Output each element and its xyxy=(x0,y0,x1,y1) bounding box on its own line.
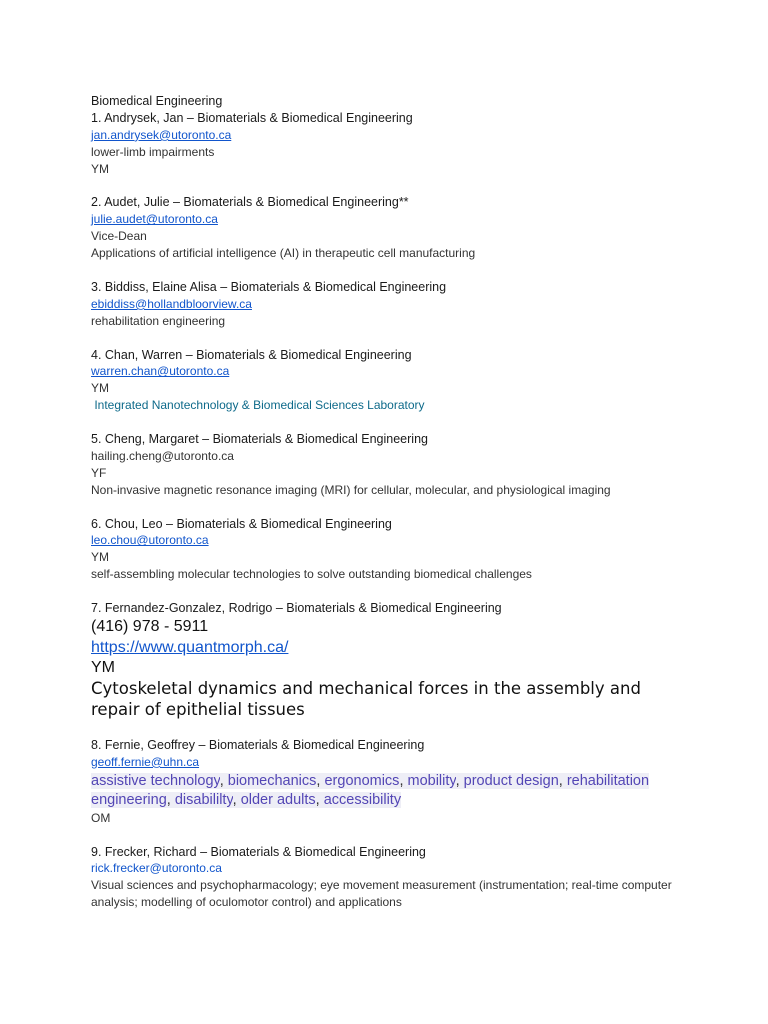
entry-1-research: lower-limb impairments xyxy=(91,144,215,159)
entry-2-email-link[interactable]: julie.audet@utoronto.ca xyxy=(91,212,218,227)
entry-9-email: rick.frecker@utoronto.ca xyxy=(91,861,222,876)
keyword-link[interactable]: rehabilitation engineering xyxy=(91,772,650,808)
keyword-link[interactable]: mobility xyxy=(407,772,456,789)
entry-4-lab-link[interactable]: Integrated Nanotechnology & Biomedical Sciences Laboratory xyxy=(91,398,425,413)
entry-2-research: Applications of artificial intelligence (AI) in therapeutic cell manufacturing xyxy=(91,246,476,261)
entry-5-research: Non-invasive magnetic resonance imaging (MRI) for cellular, molecular, and physiological imaging xyxy=(91,482,611,497)
entry-1-code: YM xyxy=(91,161,109,176)
spacer xyxy=(91,499,691,516)
entry-6-email-link[interactable]: leo.chou@utoronto.ca xyxy=(91,533,209,548)
spacer xyxy=(91,414,691,431)
entry-9-title: 9. Frecker, Richard – Biomaterials & Biomedical Engineering xyxy=(91,844,426,859)
entry-7-research: Cytoskeletal dynamics and mechanical forces in the assembly and repair of epithelial tissues xyxy=(91,679,641,719)
entry-7-phone: (416) 978 - 5911 xyxy=(91,618,209,635)
keyword-link[interactable]: disabililty xyxy=(174,791,233,808)
entry-7-title: 7. Fernandez-Gonzalez, Rodrigo – Biomaterials & Biomedical Engineering xyxy=(91,601,502,616)
entry-7-website-link[interactable]: https://www.quantmorph.ca/ xyxy=(91,639,289,656)
keyword-link[interactable]: accessibility xyxy=(323,791,402,808)
entry-2-role: Vice-Dean xyxy=(91,229,147,244)
section-heading: Biomedical Engineering xyxy=(91,94,223,108)
spacer xyxy=(91,330,691,347)
entry-3-title: 3. Biddiss, Elaine Alisa – Biomaterials & Biomedical Engineering xyxy=(91,279,447,294)
entry-2-title: 2. Audet, Julie – Biomaterials & Biomedical Engineering** xyxy=(91,195,409,210)
entry-8-title: 8. Fernie, Geoffrey – Biomaterials & Biomedical Engineering xyxy=(91,737,425,752)
entry-7-code: YM xyxy=(91,659,115,676)
entry-3-email-link[interactable]: ebiddiss@hollandbloorview.ca xyxy=(91,296,252,311)
entry-6-research: self-assembling molecular technologies to solve outstanding biomedical challenges xyxy=(91,567,532,582)
faculty-list xyxy=(91,93,691,911)
entry-8-keywords: assistive technology, biomechanics, ergonomics, mobility, product design, rehabilitation engineering, disabililty, older adults, accessibility xyxy=(91,772,650,808)
entry-4-title: 4. Chan, Warren – Biomaterials & Biomedical Engineering xyxy=(91,347,412,362)
entry-1-email-link[interactable]: jan.andrysek@utoronto.ca xyxy=(91,127,232,142)
spacer xyxy=(91,720,691,737)
keyword-link[interactable]: product design xyxy=(463,772,559,789)
entry-4-code: YM xyxy=(91,381,109,396)
entry-9-research: Visual sciences and psychopharmacology; eye movement measurement (instrumentation; real-time computer analysis; modelling of oculomotor control) and applications xyxy=(91,878,672,910)
keyword-link[interactable]: older adults xyxy=(240,791,316,808)
entry-5-email: hailing.cheng@utoronto.ca xyxy=(91,448,234,463)
spacer xyxy=(91,178,691,195)
entry-5-code: YF xyxy=(91,465,107,480)
entry-6-title: 6. Chou, Leo – Biomaterials & Biomedical Engineering xyxy=(91,516,392,531)
entry-5-title: 5. Cheng, Margaret – Biomaterials & Biomedical Engineering xyxy=(91,432,428,447)
keyword-link[interactable]: ergonomics xyxy=(324,772,400,789)
spacer xyxy=(91,262,691,279)
entry-8-code: OM xyxy=(91,810,111,825)
entry-6-code: YM xyxy=(91,550,109,565)
entry-1-title: 1. Andrysek, Jan – Biomaterials & Biomedical Engineering xyxy=(91,110,413,125)
spacer xyxy=(91,583,691,600)
keyword-link[interactable]: biomechanics xyxy=(227,772,317,789)
entry-3-research: rehabilitation engineering xyxy=(91,313,226,328)
spacer xyxy=(91,827,691,844)
entry-4-email-link[interactable]: warren.chan@utoronto.ca xyxy=(91,364,230,379)
keyword-link[interactable]: assistive technology xyxy=(91,772,220,789)
entry-8-email-link[interactable]: geoff.fernie@uhn.ca xyxy=(91,754,200,769)
